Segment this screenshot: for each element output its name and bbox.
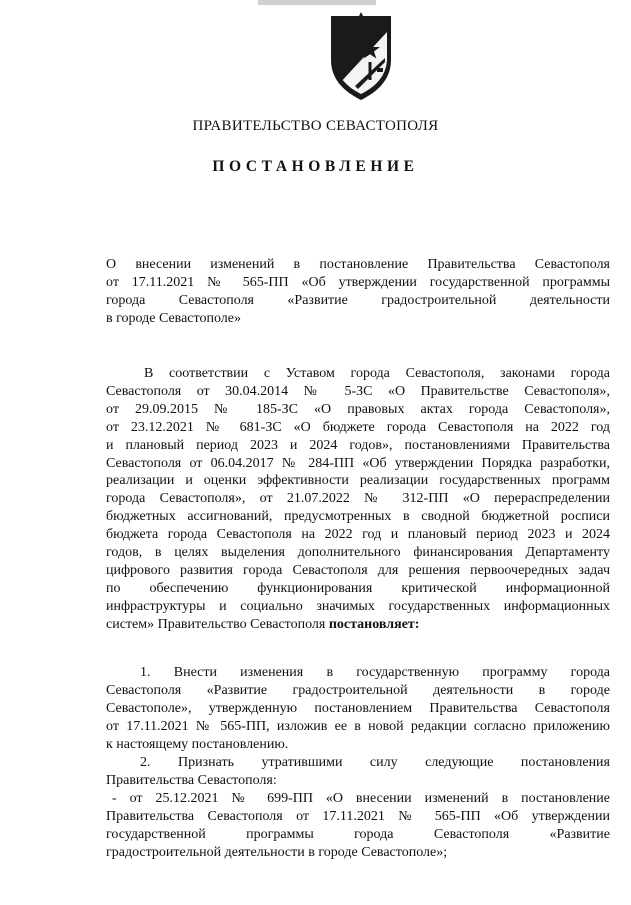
preamble-line: Севастополя от 30.04.2014 № 5-ЗС «О Правительстве Севастополя», bbox=[106, 383, 610, 399]
preamble-line: инфраструктуры и социально значимых государственных информационных bbox=[106, 598, 610, 614]
preamble-line: и плановый период 2023 и 2024 годов», постановлениями Правительства bbox=[106, 437, 610, 453]
clause-line: 2. Признать утратившими силу следующие постановления bbox=[140, 755, 610, 770]
clause-line: градостроительной деятельности в городе Севастополе»; bbox=[106, 845, 448, 860]
preamble-line: годов, в целях выделения дополнительного финансирования Департаменту bbox=[106, 545, 610, 561]
issuing-authority: ПРАВИТЕЛЬСТВО СЕВАСТОПОЛЯ bbox=[192, 118, 439, 134]
sevastopol-coat-of-arms-emblem bbox=[325, 10, 397, 102]
subject-line: О внесении изменений в постановление Правительства Севастополя bbox=[106, 257, 610, 272]
subject-line: в городе Севастополе» bbox=[106, 311, 241, 326]
clause-line: 1. Внести изменения в государственную программу города bbox=[140, 665, 610, 680]
scan-edge-mark bbox=[258, 0, 376, 7]
preamble-line: по обеспечению функционирования критической информационной bbox=[106, 580, 610, 596]
preamble-line: Севастополя от 06.04.2017 № 284-ПП «Об утверждении Порядка разработки, bbox=[106, 455, 610, 471]
preamble-line: реализации и оценки эффективности реализации государственных программ bbox=[106, 473, 610, 489]
preamble-last-text: систем» Правительство Севастополя bbox=[106, 616, 329, 632]
clause-line: государственной программы города Севастополя «Развитие bbox=[106, 827, 610, 842]
preamble-line: от 29.09.2015 № 185-ЗС «О правовых актах города Севастополя», bbox=[106, 401, 610, 417]
document-type-title: ПОСТАНОВЛЕНИЕ bbox=[212, 158, 419, 175]
clause-line: - от 25.12.2021 № 699-ПП «О внесении изменений в постановление bbox=[112, 791, 610, 806]
preamble-line: бюджетных ассигнований, предусмотренных в сводной бюджетной росписи bbox=[106, 509, 610, 525]
preamble-line: В соответствии с Уставом города Севастополя, законами города bbox=[144, 366, 610, 381]
clause-line: от 17.11.2021 № 565-ПП, изложив ее в новой редакции согласно приложению bbox=[106, 719, 610, 734]
preamble-line: бюджета города Севастополя на 2022 год и плановый период 2023 и 2024 bbox=[106, 527, 610, 543]
resolution-subject bbox=[106, 256, 610, 328]
preamble-line: от 23.12.2021 № 681-ЗС «О бюджете города Севастополя на 2022 год bbox=[106, 419, 610, 435]
subject-line: города Севастополя «Развитие градостроительной деятельности bbox=[106, 293, 610, 308]
clause-line: Севастополе», утвержденную постановлением Правительства Севастополя bbox=[106, 701, 610, 716]
preamble-last-line bbox=[106, 616, 610, 634]
clause-line: Правительства Севастополя от 17.11.2021 № 565-ПП «Об утверждении bbox=[106, 809, 610, 824]
preamble-line: города Севастополя», от 21.07.2022 № 312-ПП «О перераспределении bbox=[106, 491, 610, 507]
subject-line: от 17.11.2021 № 565-ПП «Об утверждении государственной программы bbox=[106, 275, 610, 290]
clause-line: Севастополя «Развитие градостроительной деятельности в городе bbox=[106, 683, 610, 698]
clause-line: Правительства Севастополя: bbox=[106, 773, 277, 788]
preamble-line: цифрового развития города Севастополя для решения первоочередных задач bbox=[106, 562, 610, 578]
clause-line: к настоящему постановлению. bbox=[106, 737, 289, 752]
preamble-paragraph bbox=[106, 365, 610, 634]
operative-clauses bbox=[106, 664, 610, 862]
resolves-keyword: постановляет: bbox=[328, 616, 420, 632]
